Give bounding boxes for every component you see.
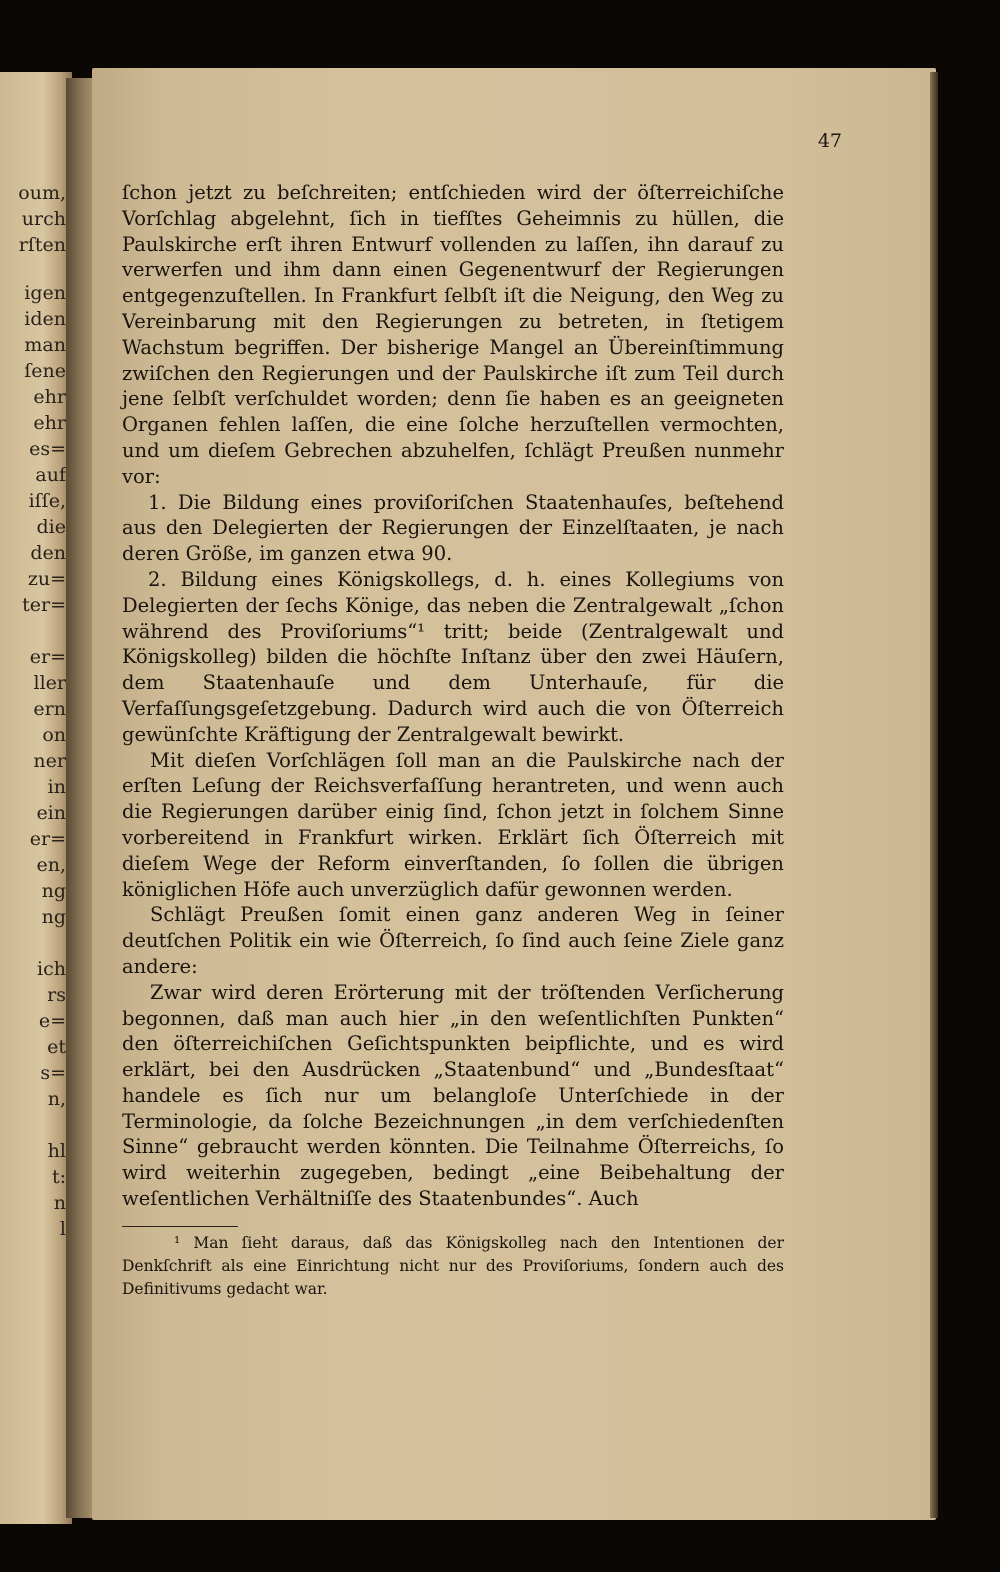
paragraph: Zwar wird deren Erörterung mit der tröſtenden Verſicherung begonnen, daß man auch hier „in den weſentlichſten Punkten“ den öſterreichiſchen Geſichtspunkten beipflichte, und es wird erklärt, bei den Ausdrücken „Staatenbund“ und „Bundesſtaat“ handele es ſich nur um belangloſe Unterſchiede in der Terminologie, da ſolche Bezeichnungen „in dem verſchiedenſten Sinne“ gebraucht werden könnten. Die Teilnahme Öſterreichs, ſo wird weiterhin zugegeben, bedingt „eine Beibehaltung der weſentlichen Verhältniſſe des Staatenbundes“. Auch (122, 980, 784, 1211)
facing-page-fragment: on (42, 724, 66, 746)
facing-page-fragment: oum, (18, 182, 66, 204)
paragraph: Mit dieſen Vorſchlägen ſoll man an die Paulskirche nach der erſten Leſung der Reichsverfaſſung herantreten, und wenn auch die Regierungen darüber einig ſind, ſchon jetzt in ſolchem Sinne vorbereitend in Frankfurt wirken. Erklärt ſich Öſterreich mit dieſem Wege der Reform einverſtanden, ſo ſollen die übrigen königlichen Höfe auch unverzüglich dafür gewonnen werden. (122, 748, 784, 901)
facing-page-fragment: er= (29, 828, 66, 850)
facing-page-fragment: iden (24, 308, 66, 330)
facing-page-fragment: e= (38, 1010, 66, 1032)
facing-page-fragment: zu= (27, 568, 66, 590)
facing-page-fragment: ein (36, 802, 66, 824)
facing-page-fragment: auf (35, 464, 66, 486)
facing-page-fragment: ich (37, 958, 66, 980)
facing-page-fragment: iſſe, (28, 490, 66, 512)
facing-page-fragment: hl (47, 1140, 66, 1162)
page-number: 47 (817, 130, 842, 152)
body-text (122, 180, 784, 1212)
facing-page-fragment: n, (47, 1088, 66, 1110)
paragraph: ſchon jetzt zu beſchreiten; entſchieden wird der öſterreichiſche Vorſchlag abgelehnt, ſich in tiefſtes Geheimnis zu hüllen, die Paulskirche erſt ihren Entwurf vollenden zu laſſen, ihn darauf zu verwerfen und ihm dann einen Gegenentwurf der Regierungen entgegenzuſtellen. In Frankfurt ſelbſt iſt die Neigung, den Weg zu Vereinbarung mit den Regierungen zu betreten, in ſtetigem Wachstum begriffen. Der bisherige Mangel an Übereinſtimmung zwiſchen den Regierungen und der Paulskirche iſt zum Teil durch jene ſelbſt verſchuldet worden; denn ſie haben es an geeigneten Organen fehlen laſſen, die eine ſolche herzuſtellen vermochten, und um dieſem Gebrechen abzuhelfen, ſchlägt Preußen nunmehr vor: (122, 181, 784, 488)
facing-page-fragment: en, (36, 854, 66, 876)
facing-page-fragment: rſten (18, 234, 66, 256)
facing-page-fragment: s= (40, 1062, 66, 1084)
facing-page-fragment: urch (21, 208, 66, 230)
facing-page-fragment: in (47, 776, 66, 798)
facing-page-fragment: ſene (24, 360, 66, 382)
facing-page-fragment: ern (33, 698, 66, 720)
facing-page-fragment: rs (47, 984, 66, 1006)
facing-page-fragment: ehr (33, 412, 66, 434)
facing-page-fragment: den (30, 542, 66, 564)
facing-page-fragment: ller (33, 672, 66, 694)
facing-page-fragment: er= (29, 646, 66, 668)
facing-page-fragment: die (36, 516, 66, 538)
facing-page-fragment: man (24, 334, 66, 356)
facing-page-fragment: ter= (22, 594, 66, 616)
facing-page-fragment: ehr (33, 386, 66, 408)
facing-page-fragment: ng (41, 880, 66, 902)
footnote-divider (122, 1226, 238, 1227)
page-edge-shadow (930, 72, 938, 1518)
facing-page-fragment: ng (41, 906, 66, 928)
facing-page-fragment: t: (51, 1166, 66, 1188)
facing-page-fragment: et (47, 1036, 66, 1058)
facing-page-fragment: n (53, 1192, 66, 1214)
footnote-text: ¹ Man ſieht daraus, daß das Königskolleg nach den Intentionen der Denkſchrift als eine Einrichtung nicht nur des Proviſoriums, ſondern auch des Definitivums gedacht war. (122, 1234, 784, 1298)
facing-page-fragment: l (59, 1218, 66, 1240)
facing-page-fragment: igen (24, 282, 66, 304)
list-item: 1. Die Bildung eines proviſoriſchen Staatenhauſes, beſtehend aus den Delegierten der Regierungen der Einzelſtaaten, je nach deren Größe, im ganzen etwa 90. (122, 490, 784, 566)
facing-page-fragment: es= (29, 438, 66, 460)
facing-page-fragment: ner (33, 750, 66, 772)
paragraph: Schlägt Preußen ſomit einen ganz anderen Weg in ſeiner deutſchen Politik ein wie Öſterreich, ſo ſind auch ſeine Ziele ganz andere: (122, 903, 784, 978)
list-item: 2. Bildung eines Königskollegs, d. h. eines Kollegiums von Delegierten der ſechs Könige, das neben die Zentralgewalt „ſchon während des Proviſoriums“¹ tritt; beide (Zentralgewalt und Königskolleg) bilden die höchſte Inſtanz über den zwei Häuſern, dem Staatenhauſe und dem Unterhauſe, für die Verfaſſungsgeſetzgebung. Dadurch wird auch die von Öſterreich gewünſchte Kräftigung der Zentralgewalt bewirkt. (122, 567, 784, 746)
facing-page-edge (0, 72, 72, 1524)
footnote (122, 1232, 784, 1301)
